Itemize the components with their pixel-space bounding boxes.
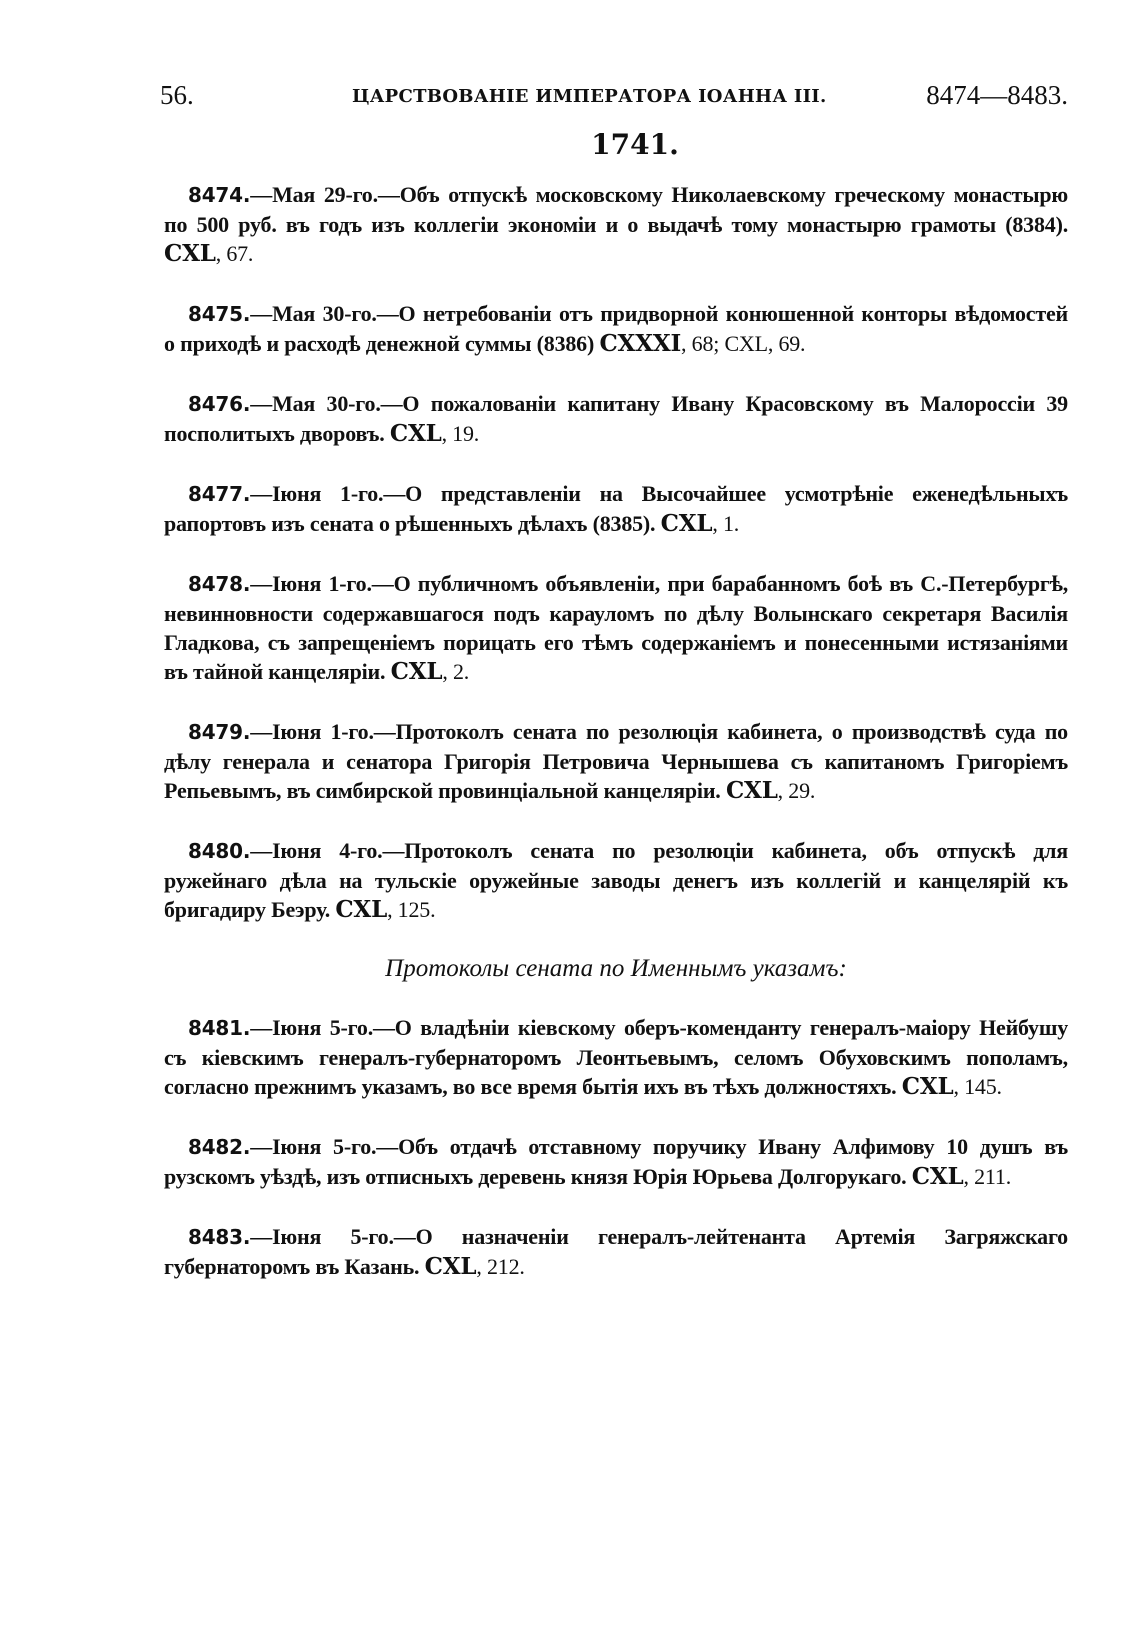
entry	[164, 717, 1068, 805]
year-heading: 1741.	[591, 128, 679, 161]
entry-date: —Іюня 4-го.	[250, 838, 383, 863]
entry	[164, 180, 1068, 268]
entry	[164, 389, 1068, 448]
entry-number: 8474.	[188, 183, 251, 207]
entry-date: —Іюня 5-го.	[250, 1015, 373, 1040]
entry-number: 8480.	[188, 839, 251, 863]
entry	[164, 1013, 1068, 1101]
entry-text: —О нетребованіи отъ придворной конюшенной конторы вѣдомостей о приходѣ и расходѣ денежной суммы (8386)	[164, 301, 1068, 356]
page-ref: , 211.	[963, 1164, 1011, 1189]
page-ref: , 125.	[387, 897, 436, 922]
volume-ref: CXL	[389, 420, 442, 447]
running-title: ЦАРСТВОВАНІЕ ИМПЕРАТОРА ІОАННА III.	[352, 86, 827, 107]
section-heading: Протоколы сената по Именнымъ указамъ:	[385, 955, 847, 982]
entry-date: —Іюня 1-го.	[250, 481, 384, 506]
entry-number: 8482.	[188, 1135, 251, 1159]
page-ref: , 67.	[215, 241, 254, 266]
entry-number: 8481.	[188, 1016, 251, 1040]
entry-date: —Іюня 5-го.	[250, 1134, 377, 1159]
entry-text: —О владѣніи кіевскому оберъ-коменданту генералъ-маіору Нейбушу съ кіевскимъ генералъ-губернаторомъ Леонтьевымъ, селомъ Обуховскимъ пополамъ, согласно прежнимъ указамъ, во все время бытія ихъ въ тѣхъ должностяхъ.	[164, 1015, 1068, 1099]
entry-date: —Мая 29-го.	[250, 182, 378, 207]
page-ref: , 19.	[441, 421, 480, 446]
volume-ref: CXL	[390, 658, 443, 685]
entry-number: 8478.	[188, 572, 251, 596]
entry-date: —Мая 30-го.	[250, 301, 377, 326]
entry-number: 8476.	[188, 392, 251, 416]
entry	[164, 479, 1068, 538]
entry-text: —О назначеніи генералъ-лейтенанта Артемія Загряжскаго губернаторомъ въ Казань.	[164, 1224, 1068, 1279]
entry	[164, 1132, 1068, 1191]
page-ref: , 68; CXL, 69.	[681, 331, 806, 356]
volume-ref: CXL	[424, 1253, 477, 1280]
entry-number: 8479.	[188, 720, 251, 744]
page-ref: , 1.	[712, 511, 740, 536]
entry-number: 8483.	[188, 1225, 251, 1249]
page-ref: , 145.	[953, 1074, 1002, 1099]
entry-text: —О пожалованіи капитану Ивану Красовскому въ Малороссіи 39 посполитыхъ дворовъ.	[164, 391, 1068, 446]
page-ref: , 212.	[476, 1254, 525, 1279]
entry-text: —О публичномъ объявленіи, при барабанномъ боѣ въ С.-Петербургѣ, невинновности содержавшагося подъ карауломъ по дѣлу Волынскаго секретаря Василія Гладкова, съ запрещеніемъ порицать его тѣмъ содержаніемъ и понесенными истязаніями въ тайной канцеляріи.	[164, 571, 1068, 684]
entry-text: —Протоколъ сената по резолюціи кабинета, объ отпускѣ для ружейнаго дѣла на тульскіе оружейные заводы денегъ изъ коллегій и канцелярій къ бригадиру Беэру.	[164, 838, 1068, 922]
text-column	[164, 180, 1068, 1312]
entry	[164, 836, 1068, 924]
entry	[164, 569, 1068, 686]
running-head	[160, 80, 1068, 120]
page-ref: , 29.	[777, 778, 816, 803]
volume-ref: CXL	[335, 896, 388, 923]
entry-range: 8474—8483.	[926, 80, 1068, 110]
entry	[164, 299, 1068, 358]
entry-number: 8475.	[188, 302, 251, 326]
entry-date: —Мая 30-го.	[250, 391, 381, 416]
entry-text: —О представленіи на Высочайшее усмотрѣніе еженедѣльныхъ рапортовъ изъ сената о рѣшенныхъ дѣлахъ (8385).	[164, 481, 1068, 536]
entry-date: —Іюня 1-го.	[250, 571, 372, 596]
entry-text: —Протоколъ сената по резолюція кабинета, о производствѣ суда по дѣлу генерала и сенатора Григорія Петровича Чернышева съ капитаномъ Григоріемъ Репьевымъ, въ симбирской провинціальной канцеляріи.	[164, 719, 1068, 803]
page-number: 56.	[160, 80, 194, 110]
entry	[164, 1222, 1068, 1281]
volume-ref: CXL	[164, 240, 216, 267]
entry-text: —Объ отдачѣ отставному поручику Ивану Алфимову 10 душъ въ рузскомъ уѣздѣ, изъ отписныхъ деревень князя Юрія Юрьева Долгорукаго.	[164, 1134, 1068, 1189]
volume-ref: CXL	[901, 1073, 954, 1100]
volume-ref: CXL	[911, 1163, 964, 1190]
volume-ref: CXL	[660, 510, 713, 537]
volume-ref: CXXXI	[599, 330, 682, 357]
entry-date: —Іюня 5-го.	[250, 1224, 394, 1249]
page-ref: , 2.	[442, 659, 470, 684]
entry-date: —Іюня 1-го.	[250, 719, 374, 744]
entry-number: 8477.	[188, 482, 251, 506]
entry-text: —Объ отпускѣ московскому Николаевскому греческому монастырю по 500 руб. въ годъ изъ коллегіи экономіи и о выдачѣ тому монастырю грамоты (8384).	[164, 182, 1068, 237]
volume-ref: CXL	[725, 777, 778, 804]
